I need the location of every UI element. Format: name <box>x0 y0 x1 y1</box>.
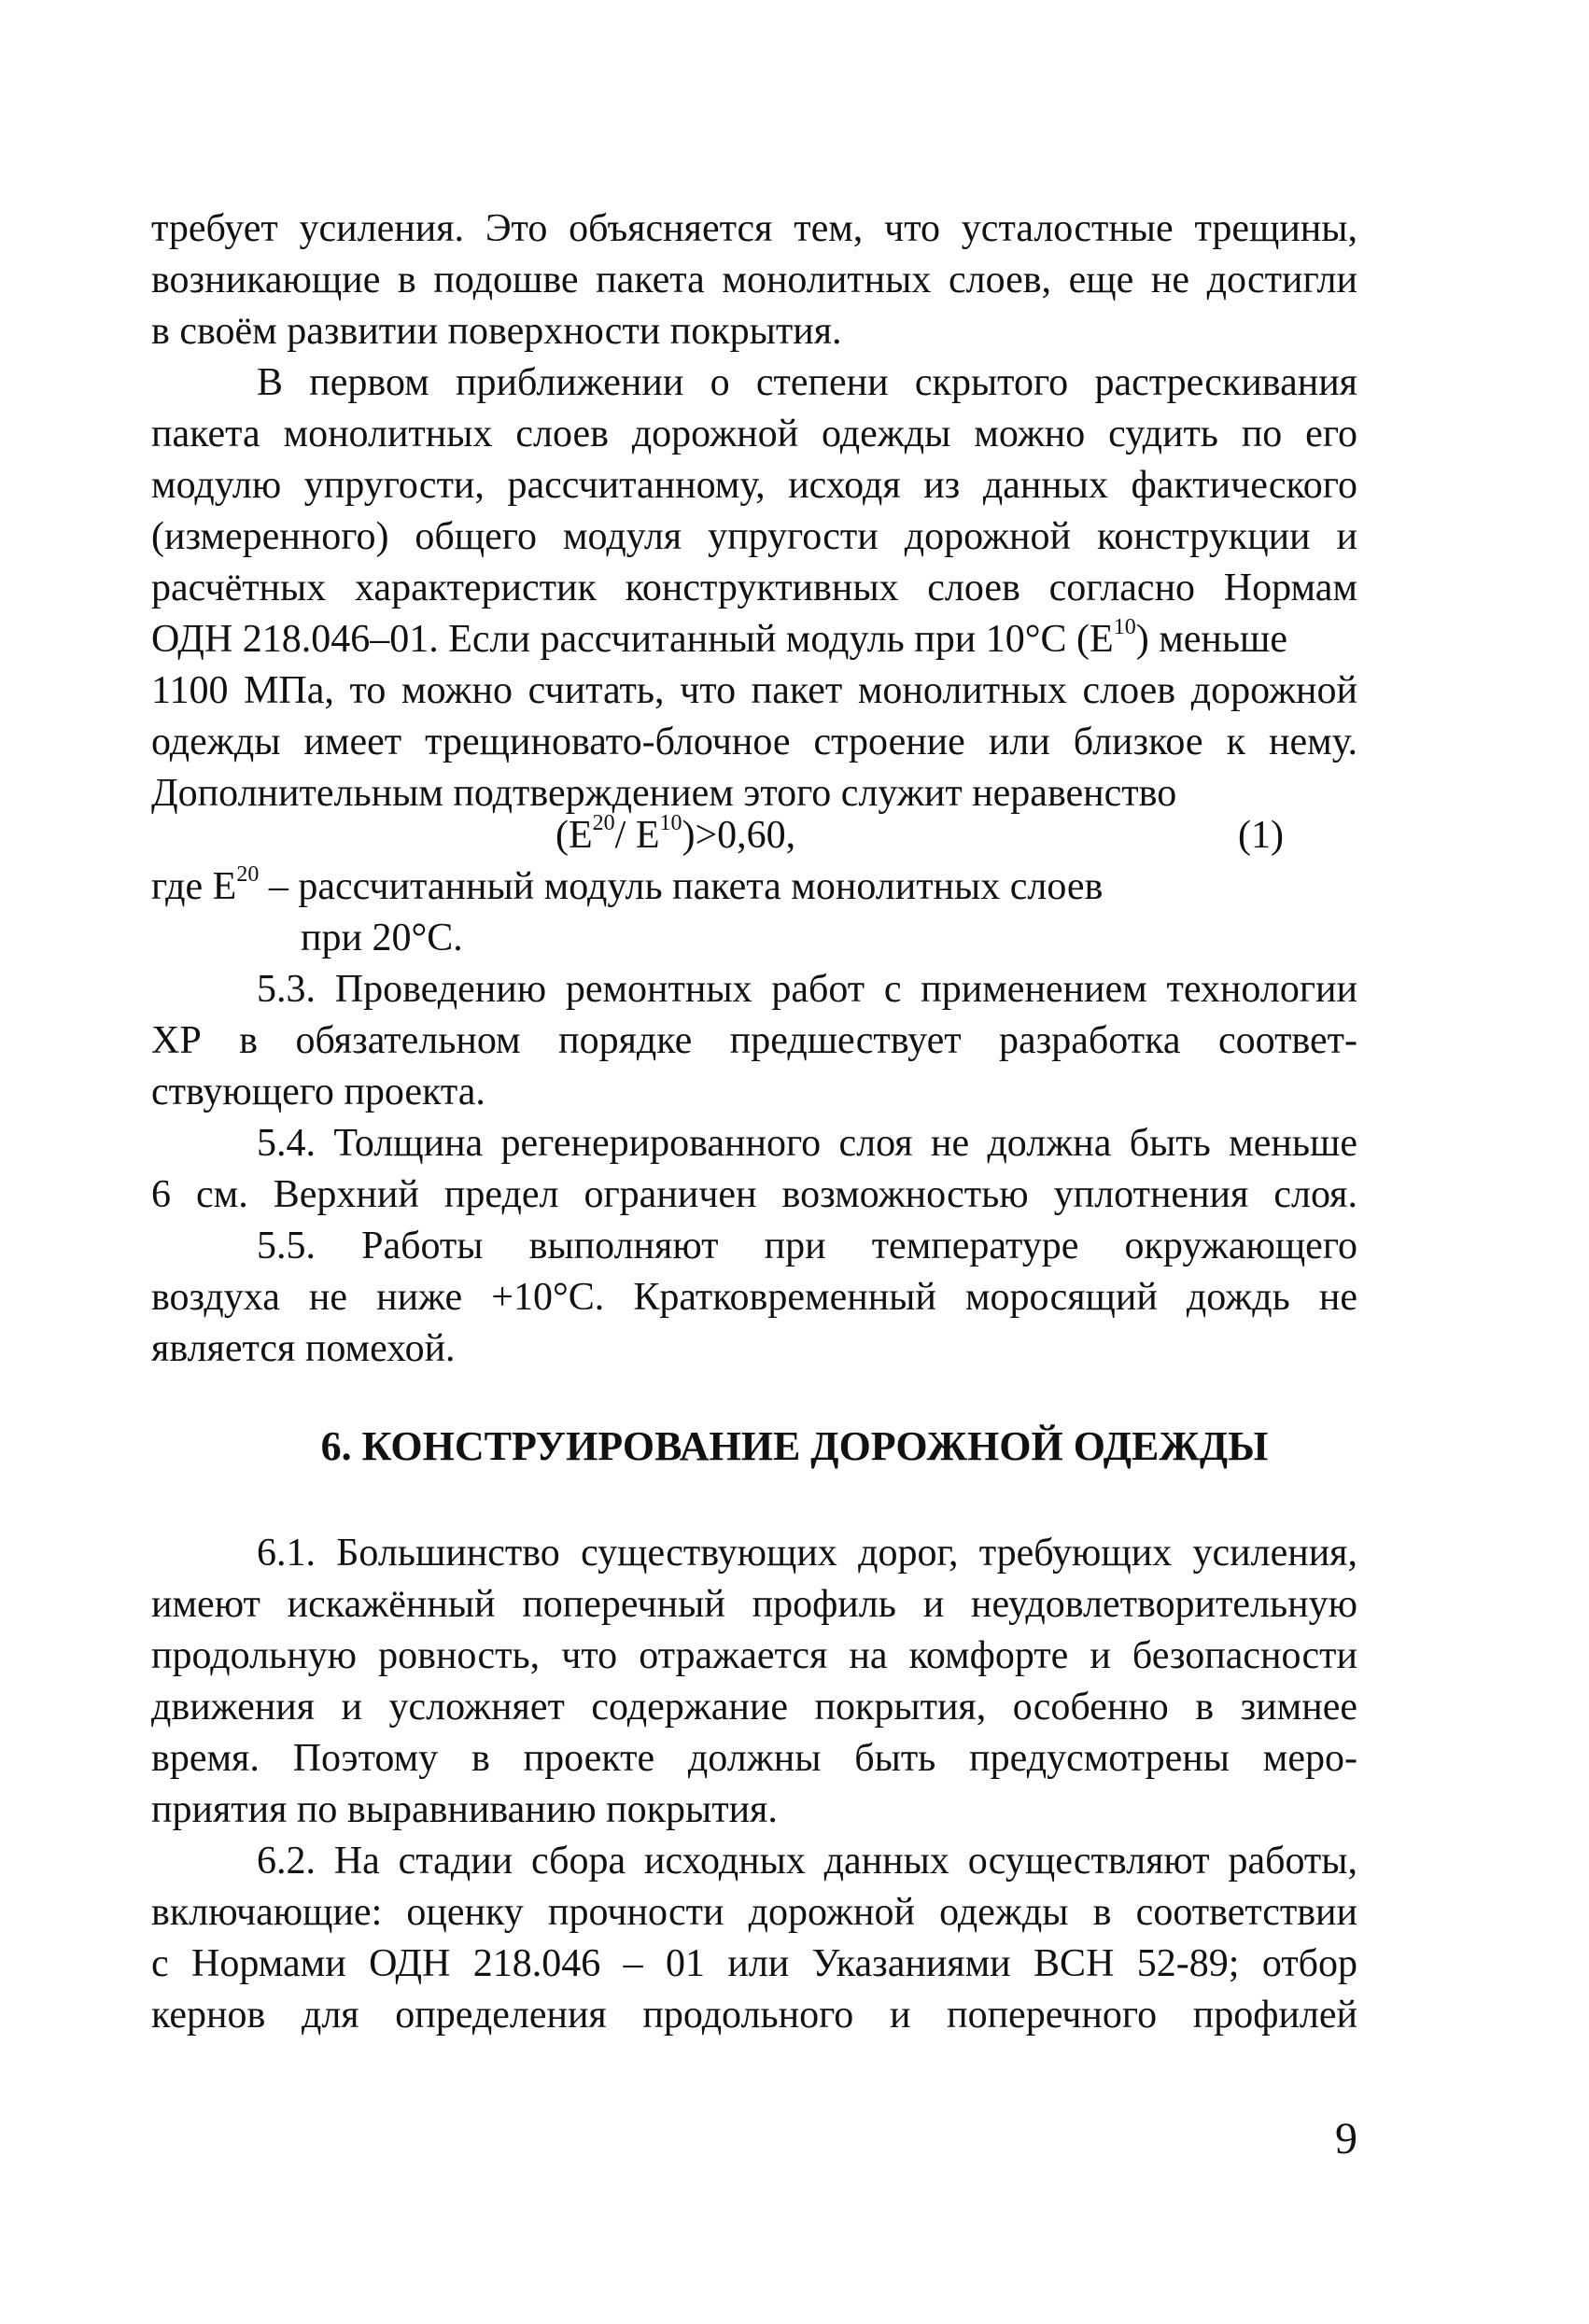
text-line: 1100 МПа, то можно считать, что пакет монолитных слоев дорожной <box>151 669 1357 712</box>
text-line: воздуха не ниже +10°С. Кратковременный моросящий дождь не <box>151 1276 1357 1319</box>
text-line: с Нормами ОДН 218.046 – 01 или Указаниями ВСН 52-89; отбор <box>151 1942 1357 1985</box>
superscript: 20 <box>592 811 615 835</box>
text-line: пакета монолитных слоев дорожной одежды можно судить по его <box>151 413 1357 455</box>
text-fragment: ) меньше <box>1135 618 1288 661</box>
text-line: движения и усложняет содержание покрытия, особенно в зимнее <box>151 1686 1357 1729</box>
superscript: 10 <box>1113 615 1136 639</box>
text-line: Дополнительным подтверждением этого служит неравенство <box>151 772 1177 815</box>
text-line: 5.3. Проведению ремонтных работ с применением технологии <box>257 968 1357 1011</box>
text-line: является помехой. <box>151 1327 456 1370</box>
body-text-upper <box>151 203 1357 819</box>
body-text-middle <box>151 861 1357 1375</box>
text-line: время. Поэтому в проекте должны быть предусмотрены меро- <box>151 1737 1357 1780</box>
text-line: В первом приближении о степени скрытого растрескивания <box>257 361 1357 404</box>
text-line: одежды имеет трещиновато-блочное строение или близкое к нему. <box>151 721 1357 763</box>
text-line: 6.1. Большинство существующих дорог, требующих усиления, <box>257 1532 1357 1575</box>
text-line: 6 см. Верхний предел ограничен возможностью уплотнения слоя. <box>151 1173 1357 1216</box>
text-line: имеют искажённый поперечный профиль и неудовлетворительную <box>151 1583 1357 1626</box>
text-line: включающие: оценку прочности дорожной одежды в соответствии <box>151 1891 1357 1934</box>
text-line: модулю упругости, рассчитанному, исходя из данных фактического <box>151 464 1357 507</box>
text-line: кернов для определения продольного и поперечного профилей <box>151 1994 1357 2037</box>
superscript: 10 <box>659 811 682 835</box>
text-line: расчётных характеристик конструктивных слоев согласно Нормам <box>151 567 1357 609</box>
text-line: требует усиления. Это объясняется тем, что усталостные трещины, <box>151 207 1357 250</box>
text-fragment: – рассчитанный модуль пакета монолитных слоев <box>259 865 1104 908</box>
text-line: 6.2. На стадии сбора исходных данных осуществляют работы, <box>257 1840 1357 1883</box>
formula-part: / Е <box>614 814 660 857</box>
text-line-with-superscript <box>151 614 1357 665</box>
section-heading: 6. КОНСТРУИРОВАНИЕ ДОРОЖНОЙ ОДЕЖДЫ <box>320 1423 1269 1469</box>
text-line-with-superscript <box>151 861 1357 913</box>
text-line: ХР в обязательном порядке предшествует разработка соответ- <box>151 1019 1357 1062</box>
text-fragment: где Е <box>151 865 237 908</box>
text-line: при 20°С. <box>301 917 463 959</box>
formula-number: (1) <box>1238 814 1284 857</box>
text-line: 5.4. Толщина регенерированного слоя не должна быть меньше <box>257 1122 1357 1165</box>
body-text-lower <box>151 1528 1357 2041</box>
superscript: 20 <box>236 862 260 887</box>
text-line: в своём развитии поверхности покрытия. <box>151 310 842 353</box>
page-number: 9 <box>1335 2114 1357 2163</box>
formula-part: (Е <box>555 814 593 857</box>
formula-part: )>0,60, <box>682 814 796 857</box>
formula-expression <box>555 810 795 861</box>
text-line: (измеренного) общего модуля упругости дорожной конструкции и <box>151 515 1357 558</box>
text-line: ствующего проекта. <box>151 1071 485 1113</box>
text-line: 5.5. Работы выполняют при температуре окружающего <box>257 1225 1357 1267</box>
text-line: продольную ровность, что отражается на комфорте и безопасности <box>151 1634 1357 1677</box>
text-line: приятия по выравниванию покрытия. <box>151 1788 778 1831</box>
text-line: возникающие в подошве пакета монолитных слоев, еще не достигли <box>151 259 1357 301</box>
text-fragment: ОДН 218.046–01. Если рассчитанный модуль при 10°С (Е <box>151 618 1114 661</box>
